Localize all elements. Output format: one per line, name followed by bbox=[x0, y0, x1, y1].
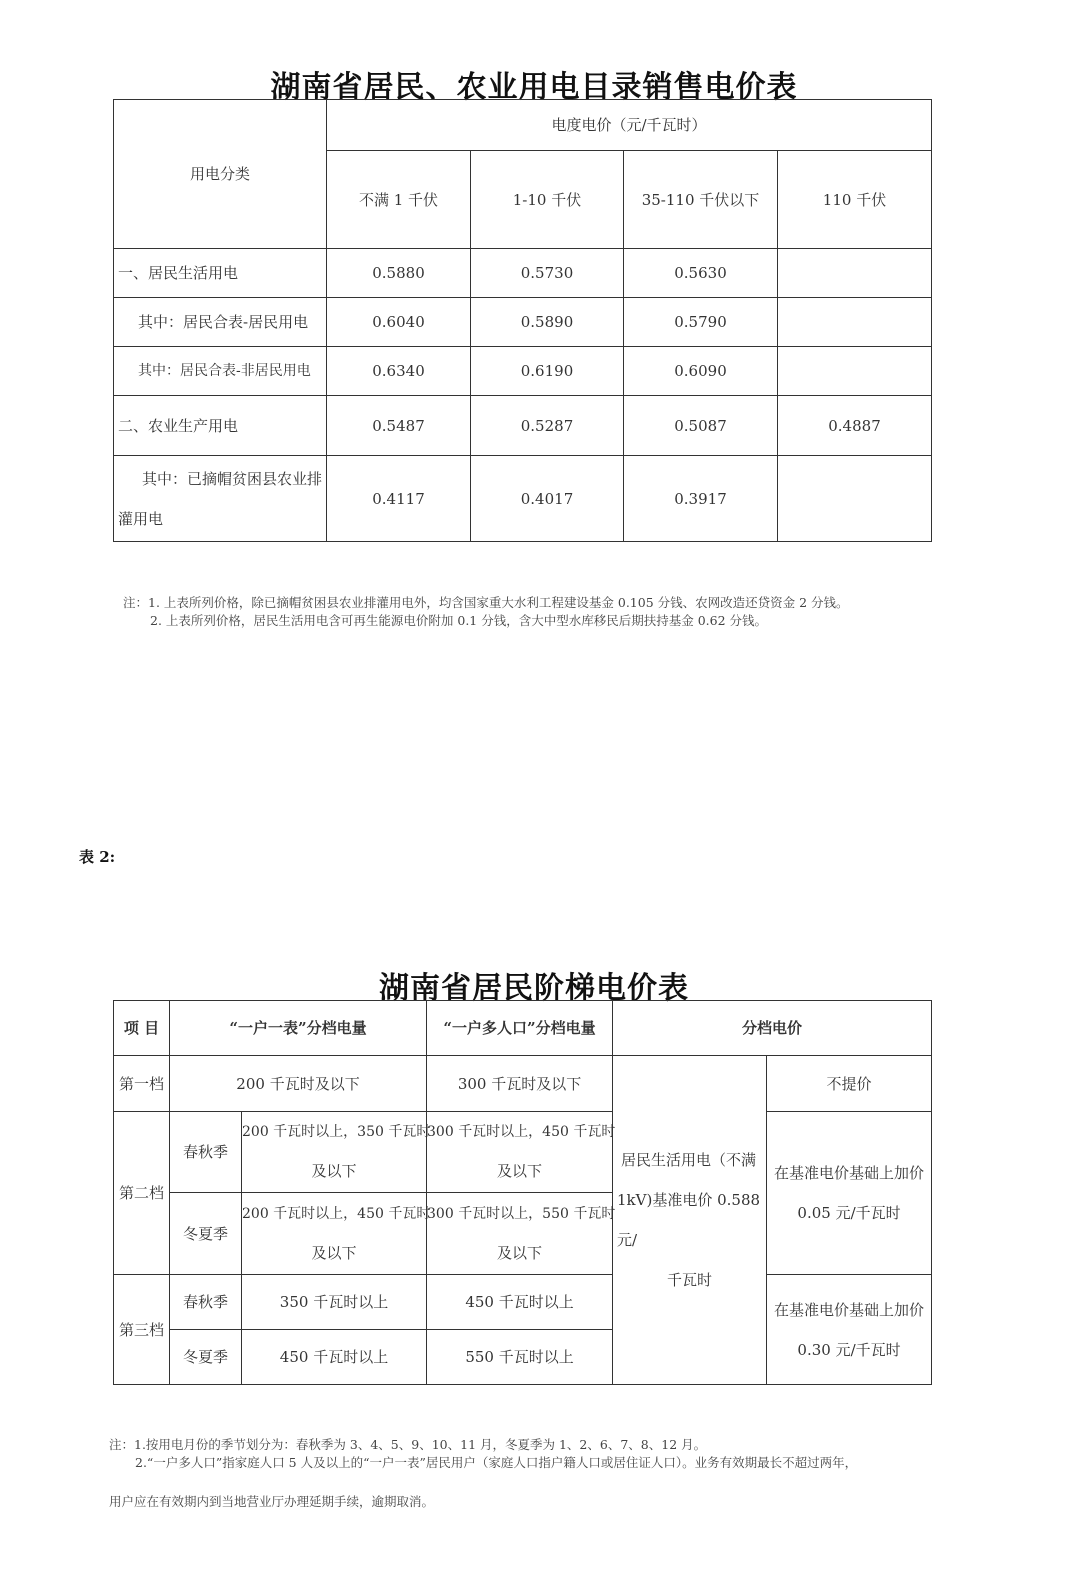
cell-value: 0.5630 bbox=[624, 249, 778, 298]
tier2-ws-multi-line2: 及以下 bbox=[497, 1243, 543, 1262]
table2-note-3: 用户应在有效期内到当地营业厅办理延期手续，逾期取消。 bbox=[109, 1494, 435, 1509]
tier2-sa-multi bbox=[427, 1112, 616, 1193]
tier3-ws-multi: 550 千瓦时以上 bbox=[427, 1330, 613, 1385]
cell-value: 0.4017 bbox=[471, 456, 624, 542]
header-col-1: 不满 1 千伏 bbox=[327, 151, 471, 249]
cell-value: 0.6040 bbox=[327, 298, 471, 347]
tier2-ws-one-line1: 200 千瓦时以上，450 千瓦时 bbox=[242, 1205, 431, 1222]
cell-value bbox=[778, 347, 932, 396]
tier3-price-line2: 0.30 元/千瓦时 bbox=[797, 1340, 901, 1359]
tier2-ws-one-line2: 及以下 bbox=[311, 1243, 357, 1262]
cell-value: 0.6090 bbox=[624, 347, 778, 396]
header-one-household: “一户一表”分档电量 bbox=[170, 1001, 427, 1056]
tier2-sa-multi-line1: 300 千瓦时以上，450 千瓦时 bbox=[427, 1124, 616, 1140]
tier2-season-winter-summer: 冬夏季 bbox=[170, 1193, 242, 1275]
cell-value: 0.5880 bbox=[327, 249, 471, 298]
tier2-sa-one-line1: 200 千瓦时以上，350 千瓦时 bbox=[242, 1124, 431, 1140]
cell-value: 0.5890 bbox=[471, 298, 624, 347]
tier3-season-winter-summer: 冬夏季 bbox=[170, 1330, 242, 1385]
tier3-ws-one: 450 千瓦时以上 bbox=[242, 1330, 427, 1385]
tier2-sa-one bbox=[242, 1112, 431, 1193]
table-row bbox=[114, 347, 932, 396]
header-price-group: 电度电价（元/千瓦时） bbox=[327, 100, 932, 151]
table2-label: 表 2: bbox=[79, 848, 116, 866]
row-label: 一、居民生活用电 bbox=[114, 249, 327, 298]
header-tier-price: 分档电价 bbox=[613, 1001, 932, 1056]
row-label-line1: 其中：已摘帽贫困县农业排 bbox=[142, 469, 323, 488]
tier3-sa-one: 350 千瓦时以上 bbox=[242, 1275, 427, 1330]
header-col-2: 1-10 千伏 bbox=[471, 151, 624, 249]
tier2-price-line1: 在基准电价基础上加价 bbox=[774, 1164, 925, 1182]
cell-value: 0.5287 bbox=[471, 396, 624, 456]
row-label: 其中：居民合表-居民用电 bbox=[114, 298, 327, 347]
row-label: 二、农业生产用电 bbox=[114, 396, 327, 456]
base-price bbox=[613, 1056, 767, 1385]
cell-value: 0.5487 bbox=[327, 396, 471, 456]
table-row bbox=[114, 1112, 932, 1193]
tier1-one: 200 千瓦时及以下 bbox=[170, 1056, 427, 1112]
table-row bbox=[114, 1275, 932, 1330]
cell-value bbox=[778, 456, 932, 542]
table-row bbox=[114, 456, 932, 542]
tier2-ws-one bbox=[242, 1193, 431, 1275]
header-col-3: 35-110 千伏以下 bbox=[624, 151, 778, 249]
table-row bbox=[114, 396, 932, 456]
cell-value: 0.4887 bbox=[778, 396, 932, 456]
tier2-price bbox=[767, 1112, 932, 1275]
header-col-4: 110 千伏 bbox=[778, 151, 932, 249]
table2-note-1: 注：1.按用电月份的季节划分为：春秋季为 3、4、5、9、10、11 月，冬夏季为 1、2、6、7、8、12 月。 bbox=[109, 1437, 707, 1452]
table-row bbox=[114, 1056, 932, 1112]
tier3-price-line1: 在基准电价基础上加价 bbox=[774, 1300, 925, 1319]
cell-value: 0.3917 bbox=[624, 456, 778, 542]
table1-note-1: 注：1. 上表所列价格，除已摘帽贫困县农业排灌用电外，均含国家重大水利工程建设基金 0.105 分钱、农网改造还贷资金 2 分钱。 bbox=[123, 595, 849, 610]
cell-value bbox=[778, 249, 932, 298]
tier2-price-line2: 0.05 元/千瓦时 bbox=[797, 1204, 901, 1222]
table2-title: 湖南省居民阶梯电价表 bbox=[379, 971, 689, 1006]
cell-value: 0.4117 bbox=[327, 456, 471, 542]
table1-title: 湖南省居民、农业用电目录销售电价表 bbox=[270, 70, 798, 105]
tier2-season-spring-autumn: 春秋季 bbox=[170, 1112, 242, 1193]
tier1-label: 第一档 bbox=[114, 1056, 170, 1112]
cell-value: 0.5087 bbox=[624, 396, 778, 456]
tier3-sa-multi: 450 千瓦时以上 bbox=[427, 1275, 613, 1330]
row-label: 其中：居民合表-非居民用电 bbox=[114, 347, 327, 396]
base-price-line1: 居民生活用电（不满 bbox=[621, 1151, 757, 1169]
tier1-multi: 300 千瓦时及以下 bbox=[427, 1056, 613, 1112]
header-item: 项 目 bbox=[114, 1001, 170, 1056]
table1-note-2: 2. 上表所列价格，居民生活用电含可再生能源电价附加 0.1 分钱，含大中型水库移民后期扶持基金 0.62 分钱。 bbox=[150, 613, 768, 628]
row-label-line2: 灌用电 bbox=[118, 509, 164, 528]
table-row bbox=[114, 249, 932, 298]
tier3-season-spring-autumn: 春秋季 bbox=[170, 1275, 242, 1330]
header-category: 用电分类 bbox=[114, 100, 327, 249]
table2 bbox=[113, 1000, 932, 1385]
tier2-label: 第二档 bbox=[114, 1112, 170, 1275]
tier3-label: 第三档 bbox=[114, 1275, 170, 1385]
tier2-sa-one-line2: 及以下 bbox=[311, 1162, 357, 1180]
table-row bbox=[114, 298, 932, 347]
tier1-price: 不提价 bbox=[767, 1056, 932, 1112]
table1 bbox=[113, 99, 932, 542]
cell-value bbox=[778, 298, 932, 347]
cell-value: 0.5790 bbox=[624, 298, 778, 347]
tier2-ws-multi-line1: 300 千瓦时以上，550 千瓦时 bbox=[427, 1205, 616, 1222]
cell-value: 0.6190 bbox=[471, 347, 624, 396]
cell-value: 0.5730 bbox=[471, 249, 624, 298]
tier3-price bbox=[767, 1275, 932, 1385]
base-price-line3: 千瓦时 bbox=[667, 1271, 713, 1289]
base-price-line2: 1kV)基准电价 0.588 元/ bbox=[617, 1191, 761, 1249]
header-multi-person: “一户多人口”分档电量 bbox=[427, 1001, 613, 1056]
row-label bbox=[114, 456, 327, 542]
cell-value: 0.6340 bbox=[327, 347, 471, 396]
tier2-sa-multi-line2: 及以下 bbox=[497, 1162, 543, 1180]
tier2-ws-multi bbox=[427, 1193, 616, 1275]
table2-note-2: 2.“一户多人口”指家庭人口 5 人及以上的“一户一表”居民用户（家庭人口指户籍人口或居住证人口）。业务有效期最长不超过两年， bbox=[135, 1455, 858, 1470]
